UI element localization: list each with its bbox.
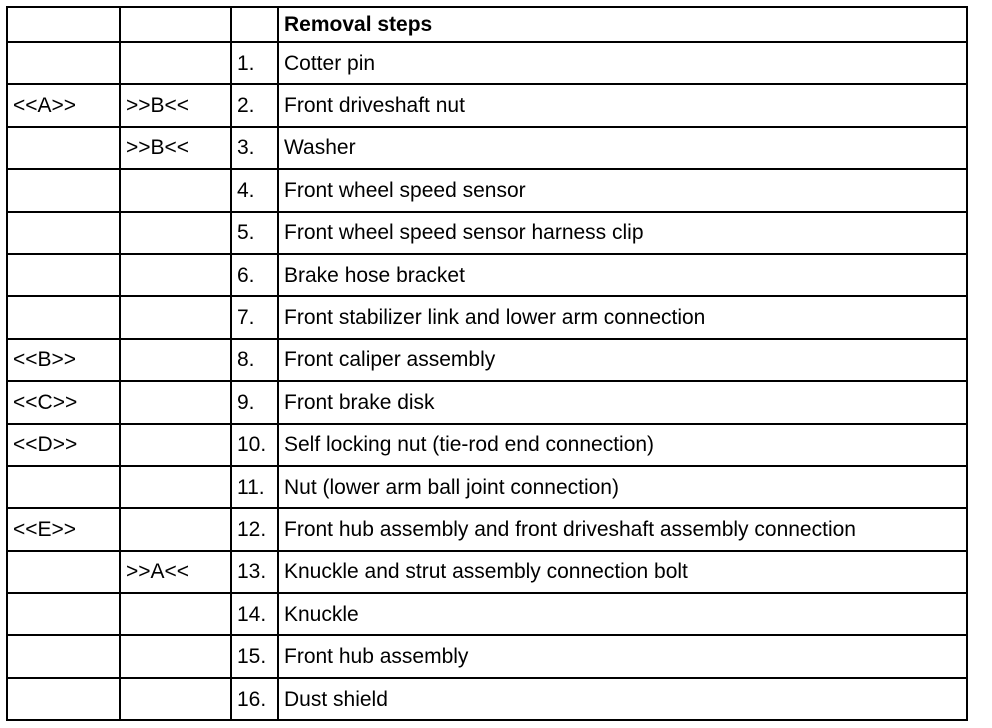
installation-ref-cell: >>B<< — [120, 84, 231, 126]
step-number-cell: 9. — [231, 381, 278, 423]
installation-ref-cell: >>A<< — [120, 551, 231, 593]
removal-ref-cell — [7, 551, 120, 593]
table-title: Removal steps — [278, 7, 967, 42]
removal-ref-cell — [7, 169, 120, 211]
table-row — [7, 84, 967, 126]
step-description-cell: Nut (lower arm ball joint connection) — [278, 466, 967, 508]
table-row — [7, 424, 967, 466]
removal-ref-cell: <<D>> — [7, 424, 120, 466]
step-description-cell: Self locking nut (tie-rod end connection) — [278, 424, 967, 466]
installation-ref-cell — [120, 212, 231, 254]
table-row — [7, 212, 967, 254]
removal-ref-cell — [7, 254, 120, 296]
table-row — [7, 339, 967, 381]
removal-ref-cell — [7, 635, 120, 677]
step-description-cell: Front wheel speed sensor — [278, 169, 967, 211]
step-number-cell: 15. — [231, 635, 278, 677]
step-description-cell: Washer — [278, 127, 967, 169]
removal-steps-table — [6, 6, 968, 721]
header-cell-removal-ref — [7, 7, 120, 42]
table-row — [7, 127, 967, 169]
installation-ref-cell — [120, 593, 231, 635]
removal-ref-cell — [7, 678, 120, 720]
step-number-cell: 3. — [231, 127, 278, 169]
removal-ref-cell: <<A>> — [7, 84, 120, 126]
step-number-cell: 2. — [231, 84, 278, 126]
removal-ref-cell — [7, 466, 120, 508]
header-row — [7, 7, 967, 42]
removal-ref-cell: <<B>> — [7, 339, 120, 381]
header-cell-installation-ref — [120, 7, 231, 42]
step-number-cell: 12. — [231, 508, 278, 550]
table-row — [7, 42, 967, 84]
step-description-cell: Front brake disk — [278, 381, 967, 423]
table-row — [7, 508, 967, 550]
step-number-cell: 11. — [231, 466, 278, 508]
table-row — [7, 466, 967, 508]
installation-ref-cell — [120, 42, 231, 84]
step-number-cell: 6. — [231, 254, 278, 296]
step-description-cell: Cotter pin — [278, 42, 967, 84]
step-description-cell: Brake hose bracket — [278, 254, 967, 296]
table-row — [7, 169, 967, 211]
step-number-cell: 10. — [231, 424, 278, 466]
table-row — [7, 296, 967, 338]
removal-ref-cell — [7, 212, 120, 254]
step-description-cell: Front stabilizer link and lower arm connection — [278, 296, 967, 338]
installation-ref-cell — [120, 254, 231, 296]
installation-ref-cell — [120, 678, 231, 720]
step-description-cell: Front wheel speed sensor harness clip — [278, 212, 967, 254]
removal-ref-cell — [7, 593, 120, 635]
removal-ref-cell — [7, 42, 120, 84]
installation-ref-cell — [120, 296, 231, 338]
removal-ref-cell — [7, 296, 120, 338]
step-number-cell: 5. — [231, 212, 278, 254]
table-row — [7, 635, 967, 677]
removal-ref-cell — [7, 127, 120, 169]
step-description-cell: Front driveshaft nut — [278, 84, 967, 126]
step-description-cell: Front hub assembly and front driveshaft assembly connection — [278, 508, 967, 550]
header-cell-number — [231, 7, 278, 42]
installation-ref-cell — [120, 466, 231, 508]
table-row — [7, 551, 967, 593]
step-number-cell: 13. — [231, 551, 278, 593]
step-description-cell: Knuckle and strut assembly connection bolt — [278, 551, 967, 593]
table-body — [7, 7, 967, 720]
table-row — [7, 381, 967, 423]
removal-ref-cell: <<C>> — [7, 381, 120, 423]
table-row — [7, 254, 967, 296]
installation-ref-cell: >>B<< — [120, 127, 231, 169]
installation-ref-cell — [120, 339, 231, 381]
step-description-cell: Knuckle — [278, 593, 967, 635]
step-number-cell: 4. — [231, 169, 278, 211]
step-number-cell: 7. — [231, 296, 278, 338]
installation-ref-cell — [120, 508, 231, 550]
step-number-cell: 1. — [231, 42, 278, 84]
installation-ref-cell — [120, 424, 231, 466]
step-number-cell: 14. — [231, 593, 278, 635]
table-row — [7, 593, 967, 635]
step-description-cell: Front hub assembly — [278, 635, 967, 677]
step-number-cell: 8. — [231, 339, 278, 381]
step-description-cell: Dust shield — [278, 678, 967, 720]
installation-ref-cell — [120, 635, 231, 677]
installation-ref-cell — [120, 169, 231, 211]
step-number-cell: 16. — [231, 678, 278, 720]
step-description-cell: Front caliper assembly — [278, 339, 967, 381]
table-row — [7, 678, 967, 720]
removal-ref-cell: <<E>> — [7, 508, 120, 550]
installation-ref-cell — [120, 381, 231, 423]
